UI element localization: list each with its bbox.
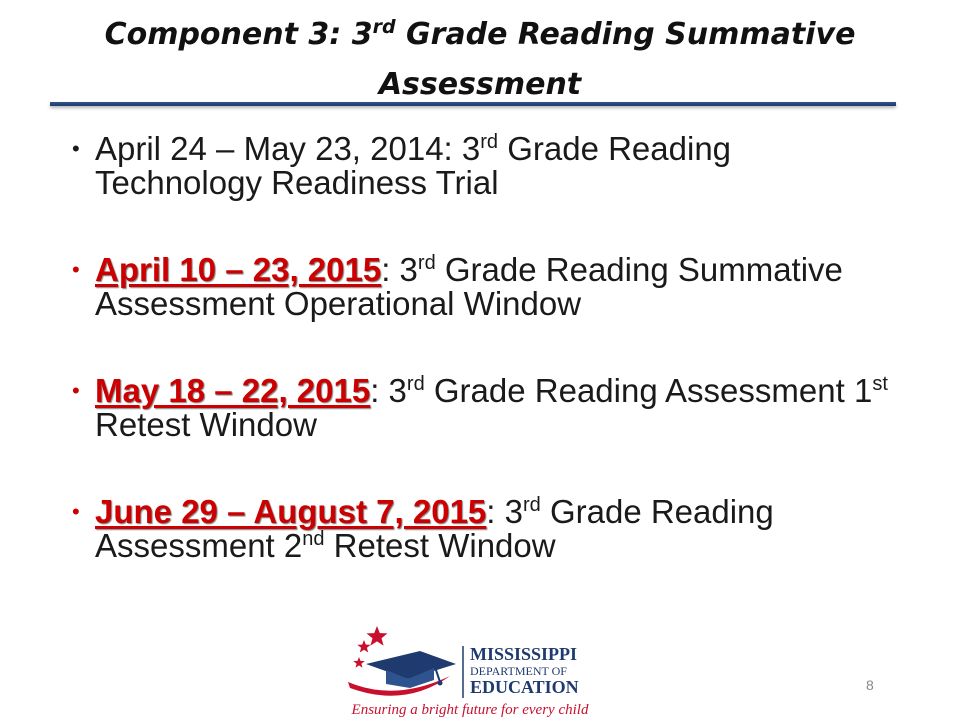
bullet-item: • June 29 – August 7, 2015: 3rd Grade Reading Assessment 2nd Retest Window — [72, 493, 774, 564]
highlighted-date: April 10 – 23, 2015 — [95, 251, 382, 288]
bullet-dot-icon: • — [72, 499, 80, 524]
title-divider — [50, 102, 896, 106]
graduation-cap-icon — [366, 651, 456, 679]
mde-logo — [340, 624, 600, 720]
bullet-item: • April 10 – 23, 2015: 3rd Grade Reading Summative Assessment Operational Window — [72, 251, 843, 322]
bullet-list — [72, 132, 902, 616]
bullet-dot-icon: • — [72, 257, 80, 282]
bullet-item: • April 24 – May 23, 2014: 3rd Grade Reading Technology Readiness Trial — [72, 130, 732, 201]
logo-line3: EDUCATION — [470, 677, 579, 697]
logo-line2: DEPARTMENT OF — [470, 664, 567, 678]
highlighted-date: May 18 – 22, 2015 — [95, 372, 371, 409]
bullet-item: • May 18 – 22, 2015: 3rd Grade Reading Assessment 1st Retest Window — [72, 372, 888, 443]
logo-tagline: Ensuring a bright future for every child — [351, 702, 589, 718]
star-icon — [353, 657, 364, 668]
logo-line1: MISSISSIPPI — [470, 644, 578, 664]
star-icon — [357, 640, 370, 653]
star-icon — [367, 626, 388, 646]
bullet-dot-icon: • — [72, 378, 80, 403]
page-number: 8 — [866, 677, 874, 693]
highlighted-date: June 29 – August 7, 2015 — [95, 493, 487, 530]
slide-title: Component 3: 3rd Grade Reading Summative Assessment — [104, 16, 856, 102]
bullet-dot-icon: • — [72, 136, 80, 161]
